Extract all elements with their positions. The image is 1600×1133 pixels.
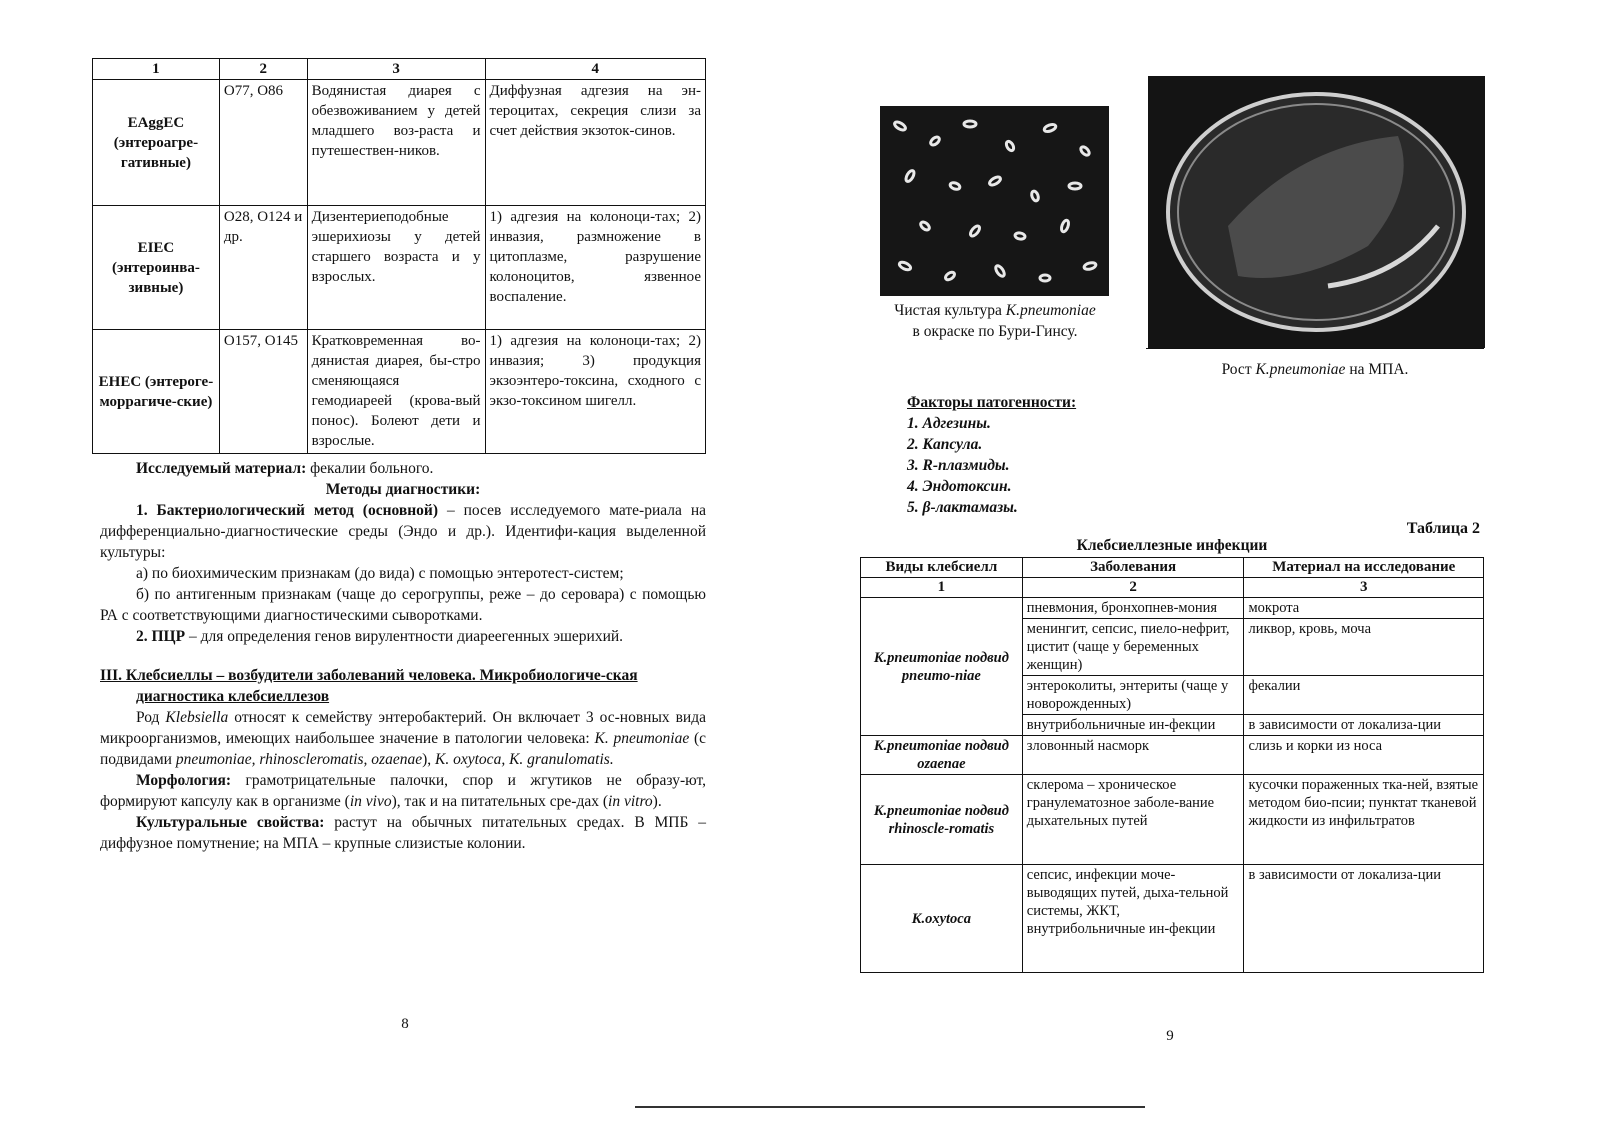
in-vitro: in vitro (608, 793, 653, 810)
table-header: 3 (307, 59, 485, 80)
disease-cell: склерома – хроническое гранулематозное заболе-вание дыхательных путей (1022, 775, 1244, 865)
morphology-text: ), так и на питательных сре-дах ( (391, 793, 609, 810)
caption-text: Чистая культура (894, 302, 1006, 319)
caption-text: на МПА. (1345, 361, 1409, 378)
page-number-right: 9 (1166, 1028, 1174, 1044)
morphology-text: грамотрицательные палочки, спор и жгутиков не образу-ют, формируют капсулу как в организме ( (100, 772, 706, 810)
table-klebsiella-infections (860, 557, 1484, 973)
disease-cell: энтероколиты, энтериты (чаще у новорожденных) (1022, 676, 1244, 715)
table-row (93, 80, 706, 206)
table-header-row (861, 558, 1484, 578)
genus-text: относят к семейству энтеробактерий. Он включает 3 ос-новных вида микроорганизмов, имеющих наибольшее значение в патологии человека: (100, 709, 706, 747)
factor-item: 2. Капсула. (907, 436, 983, 453)
material-paragraph (100, 458, 706, 479)
pathogenicity-factors (907, 392, 1076, 518)
table-number-row (861, 578, 1484, 598)
table-title: Клебсиеллезные инфекции (1076, 537, 1268, 554)
table-header: 2 (219, 59, 307, 80)
scan-edge-line (635, 1106, 1145, 1108)
serogroups: O77, O86 (219, 80, 307, 206)
material-cell: слизь и корки из носа (1244, 736, 1484, 775)
column-number: 2 (1022, 578, 1244, 598)
methods-heading: Методы диагностики: (325, 481, 481, 498)
disease-cell: зловонный насморк (1022, 736, 1244, 775)
species-name: K. oxytoca, K. granulomatis. (435, 751, 614, 768)
pathogenesis: 1) адгезия на колоноци-тах; 2) инвазия; 3) продукция экзоэнтеро-токсина, сходного с экзо-токсином шигелл. (485, 330, 705, 454)
table-header-row (93, 59, 706, 80)
material-label: Исследуемый материал: (136, 460, 307, 477)
method2-text: – для определения генов вирулентности диареегенных эшерихий. (185, 628, 624, 645)
subspecies-names: pneumoniae, rhinoscleromatis, ozaenae (175, 751, 423, 768)
factors-heading: Факторы патогенности: (907, 394, 1077, 411)
genus-text: Род (136, 709, 166, 726)
material-cell: ликвор, кровь, моча (1244, 619, 1484, 676)
species-name: K. pneumoniae (594, 730, 690, 747)
morphology-label: Морфология: (136, 772, 232, 789)
petri-dish-image (1148, 76, 1485, 348)
genus-text: (с подвидами (100, 730, 706, 768)
method2-label: 2. ПЦР (136, 628, 186, 645)
morphology-text: ). (652, 793, 662, 810)
material-cell: кусочки пораженных тка-ней, взятые методом био-псии; пунктат тканевой жидкости из инфильтратов (1244, 775, 1484, 865)
species-cell: K.pneumoniae подвид ozaenae (861, 736, 1023, 775)
stained-bacteria-image (880, 106, 1109, 296)
material-cell: в зависимости от локализа-ции (1244, 865, 1484, 973)
caption-text: Рост (1221, 361, 1256, 378)
table-header: Материал на исследование (1244, 558, 1484, 578)
caption-petri-dish (1146, 359, 1484, 380)
species-cell: K.oxytoca (861, 865, 1023, 973)
in-vivo: in vivo (349, 793, 392, 810)
material-cell: фекалии (1244, 676, 1484, 715)
photo-underline (1146, 348, 1484, 349)
method1-a: а) по биохимическим признакам (до вида) с помощью энтеротест-систем; (136, 565, 624, 582)
table-row (93, 206, 706, 330)
cultural-paragraph (100, 812, 706, 854)
table-row (93, 330, 706, 454)
genus-name: Klebsiella (165, 709, 229, 726)
clinical-picture: Водянистая диарея с обезвоживанием у детей младшего воз-раста и путешествен-ников. (307, 80, 485, 206)
micrograph-photo (880, 106, 1109, 296)
caption-micrograph (860, 300, 1130, 342)
disease-cell: пневмония, бронхопнев-мония (1022, 598, 1244, 619)
pathogenesis: Диффузная адгезия на эн-тероцитах, секреция слизи за счет действия экзоток-синов. (485, 80, 705, 206)
factor-item: 3. R-плазмиды. (907, 457, 1010, 474)
clinical-picture: Кратковременная во-дянистая диарея, бы-стро сменяющаяся гемодиареей (крова-вый понос). Болеют дети и взрослые. (307, 330, 485, 454)
material-cell: мокрота (1244, 598, 1484, 619)
table-row (861, 775, 1484, 865)
morphology-paragraph (100, 770, 706, 812)
method1-paragraph (100, 500, 706, 563)
pathogenesis: 1) адгезия на колоноци-тах; 2) инвазия, размножение в цитоплазме, разрушение колоноцитов, язвенное воспаление. (485, 206, 705, 330)
material-text: фекалии больного. (306, 460, 434, 477)
material-cell: в зависимости от локализа-ции (1244, 715, 1484, 736)
pathotype-name: EHEC (энтероге-моррагиче-ские) (93, 330, 220, 454)
clinical-picture: Дизентериеподобные эшерихиозы у детей старшего возраста и у взрослых. (307, 206, 485, 330)
table-header: 4 (485, 59, 705, 80)
table-row (861, 736, 1484, 775)
serogroups: O157, O145 (219, 330, 307, 454)
caption-species: K.pneumoniae (1005, 302, 1096, 319)
table-label: Таблица 2 (1406, 520, 1480, 537)
method1-label: 1. Бактериологический метод (основной) (136, 502, 439, 519)
factor-item: 5. β-лактамазы. (907, 499, 1018, 516)
left-body-text (100, 458, 706, 854)
pathotype-name: EAggEC (энтероагре-гативные) (93, 80, 220, 206)
table-row (861, 865, 1484, 973)
factor-item: 4. Эндотоксин. (907, 478, 1012, 495)
disease-cell: сепсис, инфекции моче-выводящих путей, дыха-тельной системы, ЖКТ, внутрибольничные ин-фекции (1022, 865, 1244, 973)
column-number: 3 (1244, 578, 1484, 598)
caption-species: K.pneumoniae (1255, 361, 1346, 378)
method1-text: – посев исследуемого мате-риала на дифференциально-диагностические среды (Эндо и др.). Идентифи-кация выделенной культуры: (100, 502, 706, 561)
table-header: Виды клебсиелл (861, 558, 1023, 578)
species-cell: K.pneumoniae подвид rhinoscle-romatis (861, 775, 1023, 865)
method1-b: б) по антигенным признакам (чаще до серогруппы, реже – до серовара) с помощью РА с соответствующими диагностическими сыворотками. (100, 586, 706, 624)
cultural-label: Культуральные свойства: (136, 814, 325, 831)
caption-text: в окраске по Бури-Гинсу. (912, 323, 1078, 340)
disease-cell: менингит, сепсис, пиело-нефрит, цистит (чаще у беременных женщин) (1022, 619, 1244, 676)
column-number: 1 (861, 578, 1023, 598)
section3-heading: III. Клебсиеллы – возбудители заболеваний человека. Микробиологиче-ская диагностика клебсиеллезов (100, 667, 638, 705)
species-cell: K.pneumoniae подвид pneumo-niae (861, 598, 1023, 736)
table-header: 1 (93, 59, 220, 80)
table-row (861, 598, 1484, 619)
genus-text: ), (422, 751, 436, 768)
genus-paragraph (100, 707, 706, 770)
cultural-text: растут на обычных питательных средах. В МПБ – диффузное помутнение; на МПА – крупные слизистые колонии. (100, 814, 706, 852)
table-header: Заболевания (1022, 558, 1244, 578)
disease-cell: внутрибольничные ин-фекции (1022, 715, 1244, 736)
factor-item: 1. Адгезины. (907, 415, 991, 432)
page-number-left: 8 (401, 1016, 409, 1032)
pathotype-name: EIEC (энтероинва-зивные) (93, 206, 220, 330)
method2-paragraph (100, 626, 706, 647)
petri-dish-photo (1148, 76, 1485, 348)
table-pathotypes (92, 58, 706, 454)
serogroups: O28, O124 и др. (219, 206, 307, 330)
